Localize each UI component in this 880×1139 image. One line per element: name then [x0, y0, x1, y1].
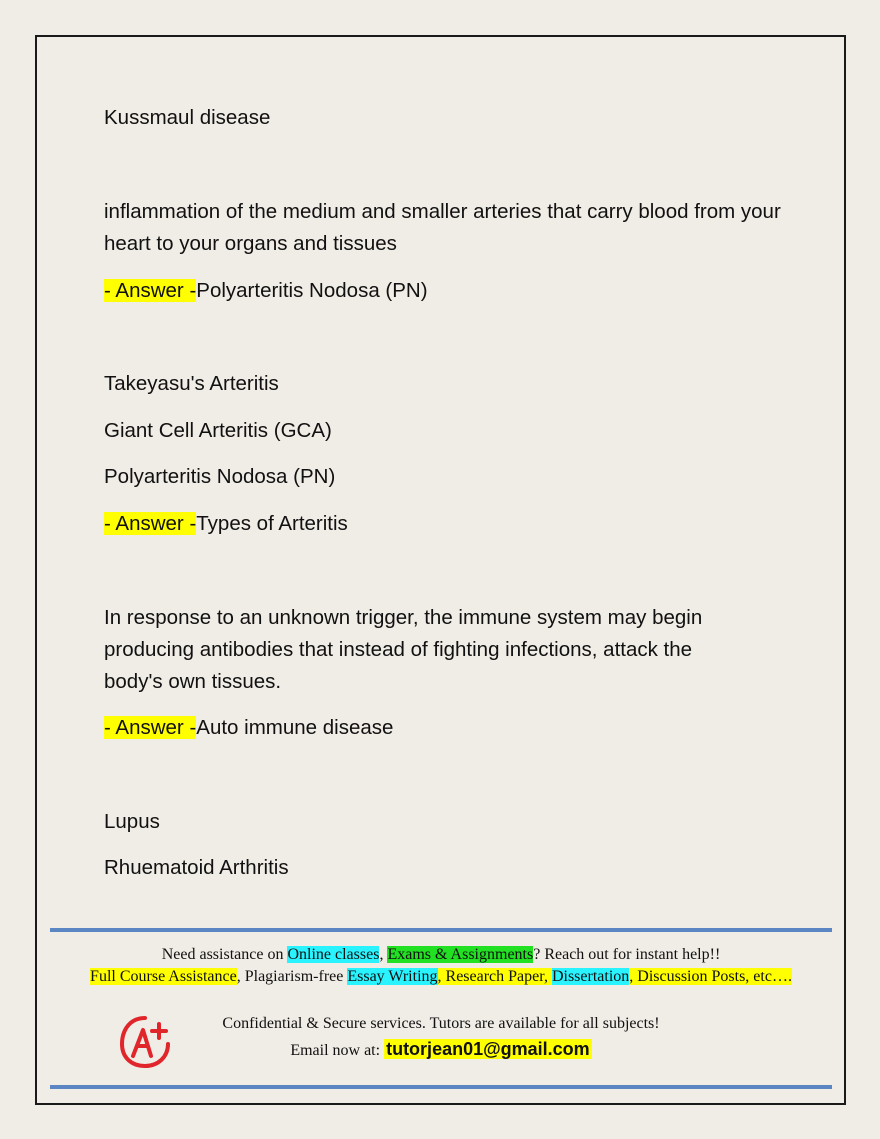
- term-gca: Giant Cell Arteritis (GCA): [104, 419, 332, 442]
- course-assistance-highlight: Full Course Assistance: [90, 968, 237, 985]
- email-address[interactable]: tutorjean01@gmail.com: [386, 1039, 590, 1059]
- email-label: Email now at:: [290, 1042, 385, 1059]
- answer-types: [104, 508, 348, 540]
- footer-text: Need assistance on: [161, 946, 288, 963]
- term-takeyasu: Takeyasu's Arteritis: [104, 372, 279, 395]
- footer-line-1: [50, 944, 832, 966]
- answer-text: Auto immune disease: [196, 716, 394, 739]
- question-autoimmune: In response to an unknown trigger, the immune system may begin producing antibodies that instead of fighting infections, attack the body's own tissues.: [104, 606, 703, 693]
- footer-bottom-rule: [50, 1085, 832, 1089]
- research-paper-highlight: , Research Paper,: [437, 968, 552, 985]
- answer-label: - Answer -: [104, 716, 197, 739]
- term-lupus: Lupus: [104, 810, 160, 833]
- answer-pn: [104, 275, 428, 307]
- exams-highlight: Exams & Assignments: [387, 946, 534, 963]
- answer-autoimmune: [104, 712, 393, 744]
- term-kussmaul: Kussmaul disease: [104, 106, 271, 129]
- footer-text: ,: [379, 946, 388, 963]
- question-pn: inflammation of the medium and smaller arteries that carry blood from your heart to your organs and tissues: [104, 200, 781, 255]
- answer-text: Polyarteritis Nodosa (PN): [196, 279, 428, 302]
- footer-line-3: Confidential & Secure services. Tutors are available for all subjects!: [222, 1015, 660, 1032]
- discussion-posts-highlight: , Discussion Posts, etc….: [629, 968, 792, 985]
- footer-line-4: [50, 1038, 832, 1062]
- term-ra: Rhuematoid Arthritis: [104, 856, 289, 879]
- dissertation-highlight: Dissertation: [551, 968, 630, 985]
- answer-label: - Answer -: [104, 512, 197, 535]
- footer-line-2: [50, 966, 832, 988]
- answer-text: Types of Arteritis: [196, 512, 348, 535]
- footer-text: , Plagiarism-free: [236, 968, 348, 985]
- answer-label: - Answer -: [104, 279, 197, 302]
- online-classes-highlight: Online classes: [287, 946, 380, 963]
- footer-text: ? Reach out for instant help!!: [533, 946, 721, 963]
- footer-top-rule: [50, 928, 832, 932]
- essay-writing-highlight: Essay Writing: [347, 968, 438, 985]
- term-pn: Polyarteritis Nodosa (PN): [104, 465, 336, 488]
- logo-lettering: A+: [145, 1044, 147, 1045]
